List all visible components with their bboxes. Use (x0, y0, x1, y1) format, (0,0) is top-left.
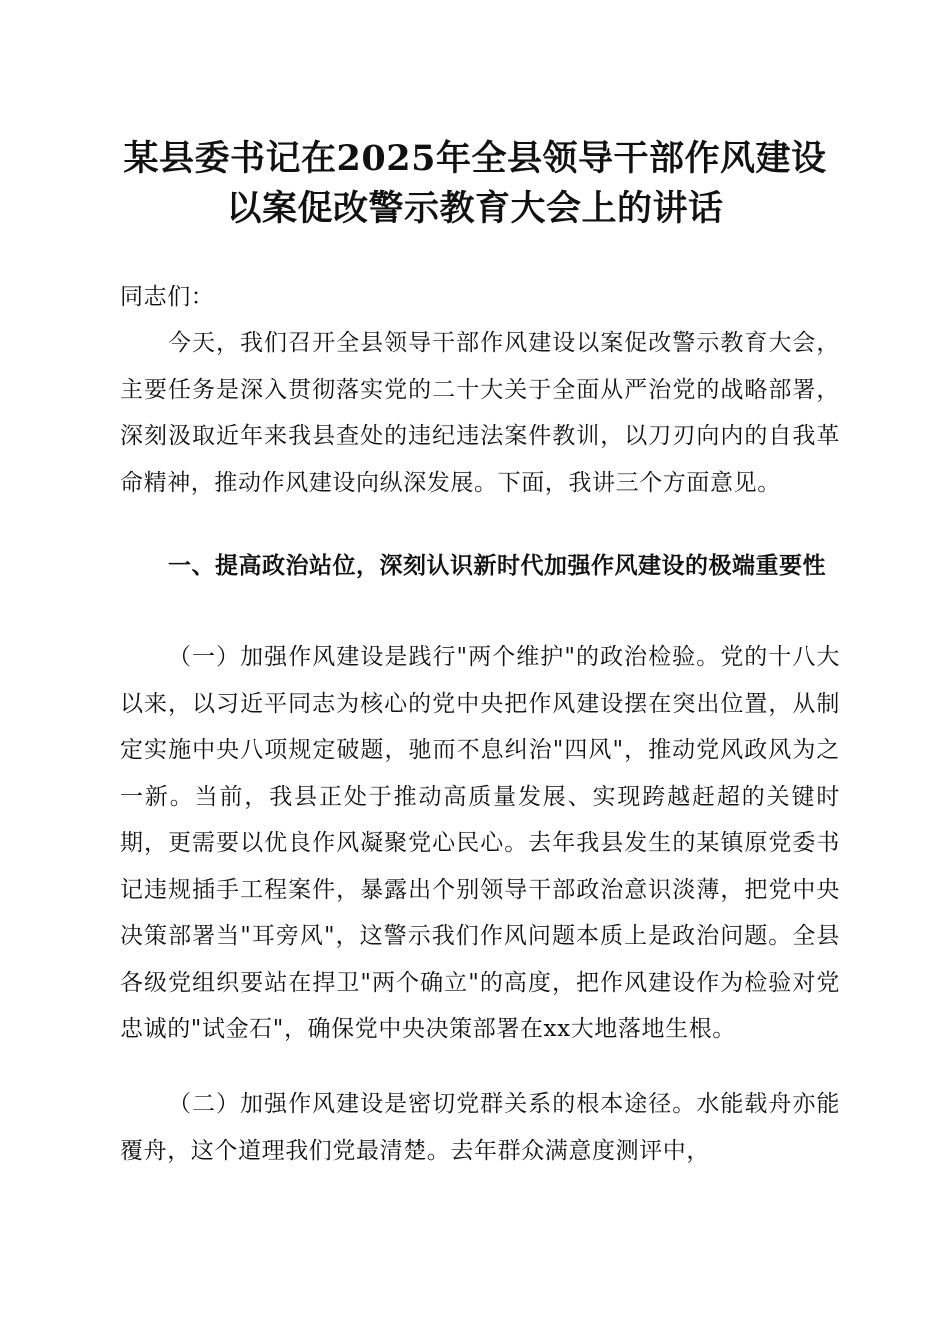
section-heading-1: 一、提高政治站位，深刻认识新时代加强作风建设的极端重要性 (168, 553, 826, 579)
subsection-1-paragraph: （一）加强作风建设是践行"两个维护"的政治检验。党的十八大以来，以习近平同志为核心的党中央把作风建设摆在突出位置，从制定实施中央八项规定破题，驰而不息纠治"四风"，推动党风政风为之一新。当前，我县正处于推动高质量发展、实现跨越赶超的关键时期，更需要以优良作风凝聚党心民心。去年我县发生的某镇原党委书记违规插手工程案件，暴露出个别领导干部政治意识淡薄，把党中央决策部署当"耳旁风"，这警示我们作风问题本质上是政治问题。全县各级党组织要站在捍卫"两个确立"的高度，把作风建设作为检验对党忠诚的"试金石"，确保党中央决策部署在xx大地落地生根。 (120, 644, 840, 1042)
subsection-2-paragraph: （二）加强作风建设是密切党群关系的根本途径。水能载舟亦能覆舟，这个道理我们党最清楚。去年群众满意度测评中， (120, 1091, 840, 1164)
document-title-line-2: 以案促改警示教育大会上的讲话 (226, 188, 724, 229)
document-title-line-1: 某县委书记在2025年全县领导干部作风建设 (123, 138, 827, 179)
salutation: 同志们： (120, 284, 215, 310)
intro-paragraph: 今天，我们召开全县领导干部作风建设以案促改警示教育大会，主要任务是深入贯彻落实党的二十大关于全面从严治党的战略部署，深刻汲取近年来我县查处的违纪违法案件教训，以刀刃向内的自我革命精神，推动作风建设向纵深发展。下面，我讲三个方面意见。 (120, 330, 840, 496)
